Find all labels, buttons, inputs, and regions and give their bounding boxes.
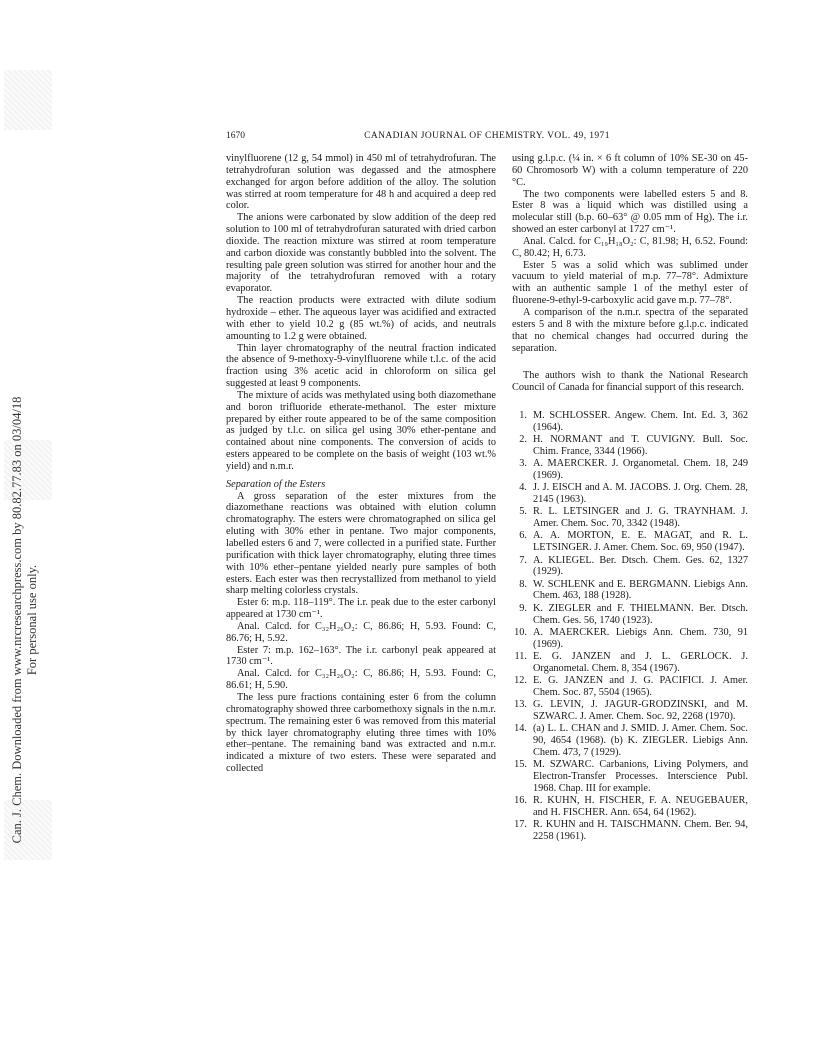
reference-number: 6.	[519, 530, 527, 542]
paragraph: Anal. Calcd. for C₃₂H₂₆O₂: C, 86.86; H, 5.93. Found: C, 86.76; H, 5.92.	[226, 620, 496, 644]
reference-text: G. LEVIN, J. JAGUR-GRODZINSKI, and M. SZWARC. J. Amer. Chem. Soc. 92, 2268 (1970).	[533, 698, 748, 722]
reference-number: 3.	[519, 458, 527, 470]
reference-item	[512, 627, 748, 651]
reference-text: A. A. MORTON, E. E. MAGAT, and R. L. LETSINGER. J. Amer. Chem. Soc. 69, 950 (1947).	[533, 530, 748, 554]
reference-number: 8.	[519, 578, 527, 590]
reference-text: A. MAERCKER. Liebigs Ann. Chem. 730, 91 (1969).	[533, 626, 748, 650]
reference-text: (a) L. L. CHAN and J. SMID. J. Amer. Chem. Soc. 90, 4654 (1968). (b) K. ZIEGLER. Liebigs Ann. Chem. 473, 7 (1929).	[533, 723, 748, 758]
paragraph: Ester 6: m.p. 118–119°. The i.r. peak due to the ester carbonyl appeared at 1730 cm⁻¹.	[226, 597, 496, 621]
reference-text: R. KUHN, H. FISCHER, F. A. NEUGEBAUER, and H. FISCHER. Ann. 654, 64 (1962).	[533, 794, 748, 818]
reference-number: 14.	[514, 723, 527, 735]
paragraph: The anions were carbonated by slow addition of the deep red solution to 100 ml of tetrahydrofuran saturated with dried carbon dioxide. The reaction mixture was stirred at room temperature and carbon dioxide was constantly bubbled into the solvent. The resulting pale green solution was stirred for another hour and the majority of the tetrahydrofuran removed with a rotary evaporator.	[226, 212, 496, 295]
reference-number: 2.	[519, 434, 527, 446]
reference-text: M. SCHLOSSER. Angew. Chem. Int. Ed. 3, 362 (1964).	[533, 410, 748, 433]
reference-item	[512, 759, 748, 795]
paragraph: The mixture of acids was methylated using both diazomethane and boron trifluoride etherate-methanol. The ester mixture prepared by either route appeared to be of the same composition as judged by t.l.c. on silica gel using 30% ether-pentane and contained about nine components. The conversion of acids to esters appeared to be complete on the basis of weight (103 wt.% yield) and n.m.r.	[226, 389, 496, 472]
reference-item	[512, 651, 748, 675]
page-number: 1670	[226, 131, 245, 141]
reference-text: M. SZWARC. Carbanions, Living Polymers, and Electron-Transfer Processes. Interscience Publ. 1968. Chap. III for example.	[533, 758, 748, 794]
reference-item	[512, 675, 748, 699]
watermark-line-1: Can. J. Chem. Downloaded from www.nrcresearchpress.com by 80.82.77.83 on 03/04/18	[10, 396, 24, 844]
paragraph: Ester 7: m.p. 162–163°. The i.r. carbonyl peak appeared at 1730 cm⁻¹.	[226, 644, 496, 668]
reference-number: 9.	[519, 602, 527, 614]
reference-item	[512, 603, 748, 627]
paragraph: using g.l.p.c. (¼ in. × 6 ft column of 10% SE-30 on 45-60 Chromosorb W) with a column temperature of 220 °C.	[512, 153, 748, 188]
reference-item	[512, 723, 748, 759]
reference-item	[512, 482, 748, 506]
reference-number: 16.	[514, 794, 527, 806]
reference-text: J. J. EISCH and A. M. JACOBS. J. Org. Chem. 28, 2145 (1963).	[533, 482, 748, 506]
reference-item	[512, 506, 748, 530]
reference-text: K. ZIEGLER and F. THIELMANN. Ber. Dtsch. Chem. Ges. 56, 1740 (1923).	[533, 602, 748, 626]
reference-item	[512, 410, 748, 434]
scan-artifact	[4, 70, 52, 130]
reference-item	[512, 819, 748, 843]
left-column	[226, 153, 496, 775]
reference-text: A. KLIEGEL. Ber. Dtsch. Chem. Ges. 62, 1327 (1929).	[533, 554, 748, 578]
reference-list	[512, 410, 748, 843]
reference-text: R. L. LETSINGER and J. G. TRAYNHAM. J. Amer. Chem. Soc. 70, 3342 (1948).	[533, 506, 748, 530]
reference-item	[512, 699, 748, 723]
reference-item	[512, 434, 748, 458]
paragraph: Thin layer chromatography of the neutral fraction indicated the absence of 9-methoxy-9-vinylfluorene while t.l.c. of the acid fraction using 3% acetic acid in chloroform on silica gel suggested at least 9 components.	[226, 342, 496, 390]
reference-text: E. G. JANZEN and J. L. GERLOCK. J. Organometal. Chem. 8, 354 (1967).	[533, 650, 748, 674]
paragraph: Anal. Calcd. for C₃₂H₂₆O₂: C, 86.86; H, 5.93. Found: C, 86.61; H, 5.90.	[226, 668, 496, 692]
reference-item	[512, 555, 748, 579]
reference-text: R. KUHN and H. TAISCHMANN. Chem. Ber. 94, 2258 (1961).	[533, 818, 748, 842]
reference-number: 13.	[514, 698, 527, 710]
paragraph: Ester 5 was a solid which was sublimed under vacuum to yield material of m.p. 77–78°. Admixture with an authentic sample 1 of the methyl ester of fluorene-9-ethyl-9-carboxylic acid gave m.p. 77–78°.	[512, 259, 748, 307]
reference-number: 10.	[514, 626, 527, 638]
page-header	[226, 131, 748, 145]
acknowledgement: The authors wish to thank the National Research Council of Canada for financial support of this research.	[512, 370, 748, 394]
reference-number: 4.	[519, 482, 527, 494]
reference-item	[512, 530, 748, 554]
reference-number: 12.	[514, 674, 527, 686]
reference-number: 17.	[514, 818, 527, 830]
reference-number: 11.	[514, 650, 527, 662]
reference-text: E. G. JANZEN and J. G. PACIFICI. J. Amer. Chem. Soc. 87, 5504 (1965).	[533, 674, 748, 698]
reference-item	[512, 458, 748, 482]
reference-number: 15.	[514, 758, 527, 770]
running-title: CANADIAN JOURNAL OF CHEMISTRY. VOL. 49, 1971	[364, 131, 610, 141]
paragraph: A comparison of the n.m.r. spectra of the separated esters 5 and 8 with the mixture before g.l.p.c. indicated that no chemical changes had occurred during the separation.	[512, 306, 748, 354]
reference-item	[512, 579, 748, 603]
download-watermark	[10, 260, 40, 980]
watermark-line-2: For personal use only.	[25, 564, 39, 676]
section-heading: Separation of the Esters	[226, 478, 326, 490]
paragraph: The two components were labelled esters 5 and 8. Ester 8 was a liquid which was distilled using a molecular still (b.p. 60–63° @ 0.05 mm of Hg). The i.r. showed an ester carbonyl at 1727 cm⁻¹.	[512, 188, 748, 236]
reference-number: 1.	[519, 410, 527, 422]
reference-text: A. MAERCKER. J. Organometal. Chem. 18, 249 (1969).	[533, 458, 748, 482]
paragraph: vinylfluorene (12 g, 54 mmol) in 450 ml of tetrahydrofuran. The tetrahydrofuran solution was degassed and the atmosphere exchanged for argon before addition of the alloy. The solution was stirred at room temperature for 48 h and acquired a deep red color.	[226, 153, 496, 212]
reference-text: W. SCHLENK and E. BERGMANN. Liebigs Ann. Chem. 463, 188 (1928).	[533, 578, 748, 602]
right-column	[512, 153, 748, 843]
paragraph: The less pure fractions containing ester 6 from the column chromatography showed three carbomethoxy signals in the n.m.r. spectrum. The remaining ester 6 was removed from this material by thick layer chromatography eluting three times with 10% ether–pentane. The remaining band was extracted and n.m.r. indicated a mixture of two esters. These were separated and collected	[226, 691, 496, 775]
reference-number: 7.	[519, 554, 527, 566]
reference-number: 5.	[519, 506, 527, 518]
reference-item	[512, 795, 748, 819]
paragraph: The reaction products were extracted with dilute sodium hydroxide – ether. The aqueous layer was acidified and extracted with ether to yield 10.2 g (85 wt.%) of acids, and neutrals amounting to 1.2 g were obtained.	[226, 295, 496, 342]
paragraph: A gross separation of the ester mixtures from the diazomethane reactions was obtained with elution column chromatography. The esters were chromatographed on silica gel eluting with 30% ether in pentane. Two major components, labelled esters 6 and 7, were collected in a purified state. Further purification with thick layer chromatography, eluting three times with 10% ether–pentane yielded nearly pure samples of both esters. Each ester was then recrystallized from methanol to yield sharp melting colorless crystals.	[226, 490, 496, 597]
paragraph: Anal. Calcd. for C₁₉H₁₈O₂: C, 81.98; H, 6.52. Found: C, 80.42; H, 6.73.	[512, 235, 748, 259]
reference-text: H. NORMANT and T. CUVIGNY. Bull. Soc. Chim. France, 3344 (1966).	[533, 434, 748, 457]
